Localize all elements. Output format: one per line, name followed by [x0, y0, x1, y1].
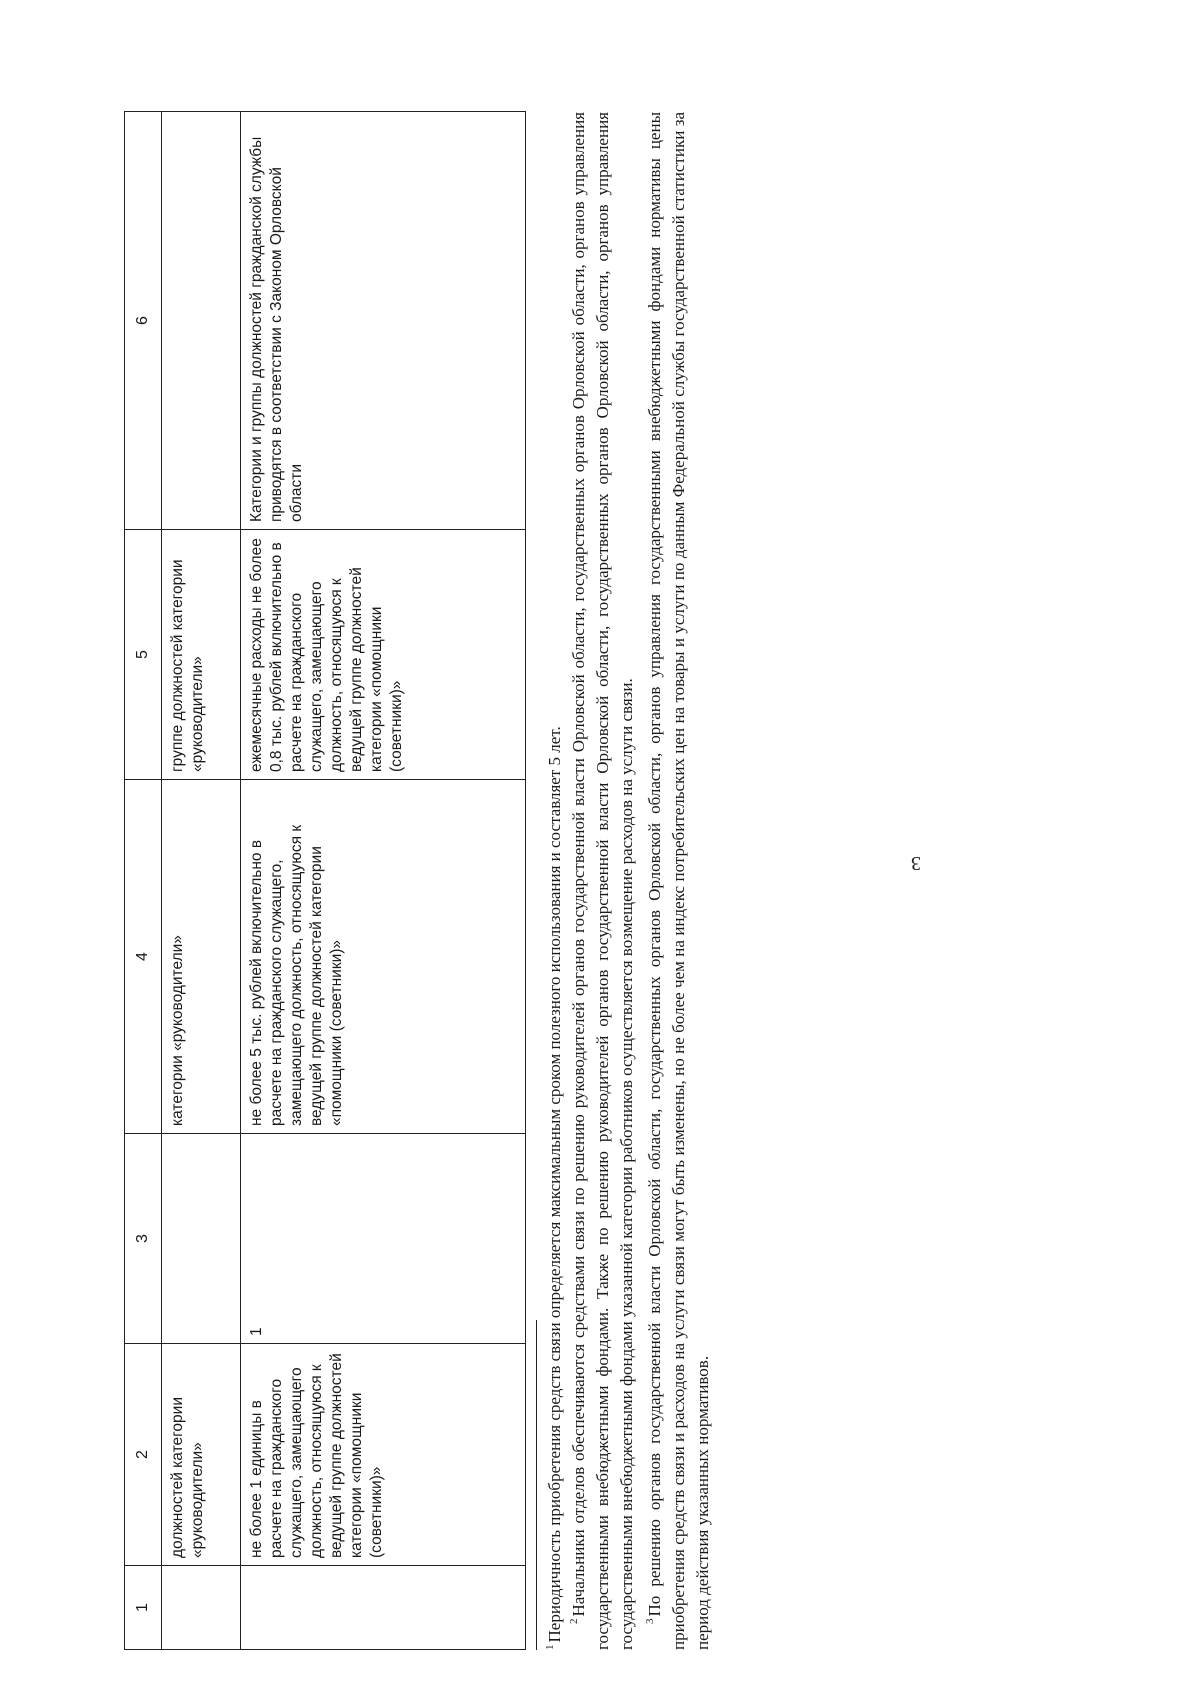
table-row — [241, 112, 526, 1650]
table-cell: группе должностей категории «руководители» — [162, 530, 241, 780]
table-cell — [162, 112, 241, 530]
table-cell: категории «руководители» — [162, 780, 241, 1134]
footnote-mark: 3 — [644, 1618, 657, 1624]
table-cell: 1 — [241, 1134, 526, 1344]
column-header: 1 — [125, 1566, 162, 1650]
table-header-row — [125, 112, 162, 1650]
column-header: 6 — [125, 112, 162, 530]
footnote-mark: 2 — [568, 1618, 581, 1624]
column-header: 4 — [125, 780, 162, 1134]
table-cell: Категории и группы должностей гражданской службы приводятся в соответствии с Законом Орловской области — [241, 112, 526, 530]
table-cell — [162, 1566, 241, 1650]
footnote-text: По решению органов государственной власти Орловской области, государственных органов Орловской области, органов управления государственными внебюджетными фондами нормативы цены приобретения средств связи и расходов на услуги связи могут быть изменены, но не более чем на индекс потребительских цен на товары и услуги по данным Федеральной службы государственной статистики за период действия указанных нормативов. — [645, 112, 712, 1650]
footnote-3 — [643, 112, 715, 1650]
footnote-2 — [567, 112, 639, 1650]
landscape-page-content — [108, 60, 921, 1650]
table-cell: ежемесячные расходы не более 0,8 тыс. рублей включительно в расчете на гражданского служащего, замещающего должность, относящуюся к ведущей группе должностей категории «помощники (советники)» — [241, 530, 526, 780]
footnote-1 — [543, 112, 567, 1650]
footnote-mark: 1 — [544, 1644, 557, 1650]
table-cell: должностей категории «руководители» — [162, 1344, 241, 1566]
column-header: 2 — [125, 1344, 162, 1566]
table-cell: не более 5 тыс. рублей включительно в расчете на гражданского служащего, замещающего должность, относящуюся к ведущей группе должностей категории «помощники (советники)» — [241, 780, 526, 1134]
table-cell — [162, 1134, 241, 1344]
table-row — [162, 112, 241, 1650]
table-cell — [241, 1566, 526, 1650]
norms-table — [124, 111, 526, 1650]
column-header: 3 — [125, 1134, 162, 1344]
footnote-text: Периодичность приобретения средств связи определяется максимальным сроком полезного использования и составляет 5 лет. — [545, 726, 564, 1643]
footnotes — [536, 112, 715, 1650]
page-number: 3 — [911, 852, 921, 874]
column-header: 5 — [125, 530, 162, 780]
footnote-separator — [536, 1320, 537, 1650]
table-cell: не более 1 единицы в расчете на гражданского служащего, замещающего должность, относящуюся к ведущей группе должностей категории «помощники (советники)» — [241, 1344, 526, 1566]
footnote-text: Начальники отделов обеспечиваются средствами связи по решению руководителей органов государственной власти Орловской области, государственных органов Орловской области, органов управления государственными внебюджетными фондами. Также по решению руководителей органов государственной власти Орловской области, государственных органов Орловской области, органов управления государственными внебюджетными фондами указанной категории работников осуществляется возмещение расходов на услуги связи. — [569, 112, 636, 1650]
